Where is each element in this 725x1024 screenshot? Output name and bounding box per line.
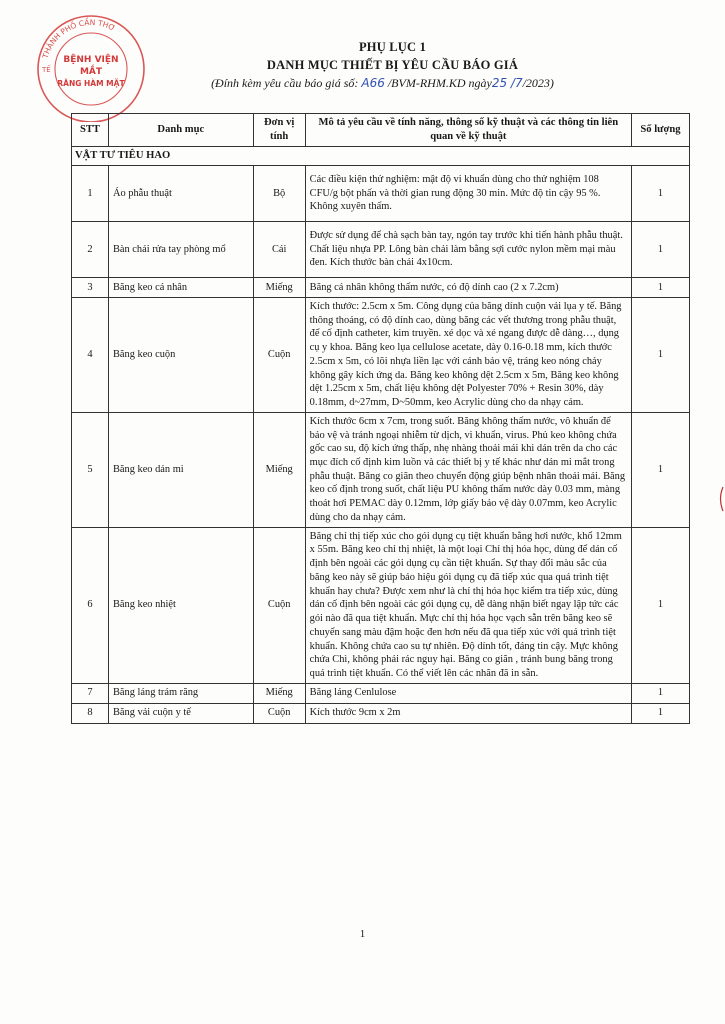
col-header-qty: Số lượng [632, 114, 690, 147]
col-header-name: Danh mục [108, 114, 253, 147]
row-unit: Cuộn [253, 297, 305, 412]
row-desc: Các điều kiện thử nghiệm: mật độ vi khuẩn dùng cho thử nghiệm 108 CFU/g bột phấn và thời gian rung động 30 min. Mức độ tin cậy 95 %. Không xuyên thấm. [305, 165, 631, 221]
stamp-line-2: MẮT [79, 67, 103, 77]
document-header [0, 40, 725, 91]
row-unit: Miếng [253, 683, 305, 703]
stamp-line-1: BỆNH VIỆN [63, 55, 119, 65]
row-stt: 7 [72, 683, 109, 703]
col-header-stt: STT [72, 114, 109, 147]
table-row [72, 527, 690, 683]
table-row [72, 165, 690, 221]
row-qty: 1 [632, 277, 690, 297]
row-name: Băng vải cuộn y tế [108, 703, 253, 723]
subtitle-prefix: (Đính kèm yêu cầu báo giá số: [211, 76, 359, 90]
row-name: Băng keo cuộn [108, 297, 253, 412]
page-number: 1 [359, 928, 366, 940]
row-stt: 2 [72, 221, 109, 277]
table-row [72, 221, 690, 277]
document-subtitle [40, 76, 725, 91]
row-unit: Miếng [253, 277, 305, 297]
row-stt: 5 [72, 412, 109, 527]
col-header-desc: Mô tả yêu cầu về tính năng, thông số kỹ thuật và các thông tin liên quan về kỹ thuật [305, 114, 631, 147]
subtitle-mid: /BVM-RHM.KD ngày [387, 76, 492, 90]
table-row [72, 297, 690, 412]
row-name: Áo phẫu thuật [108, 165, 253, 221]
table-header-row [72, 114, 690, 147]
row-unit: Cuộn [253, 527, 305, 683]
handwritten-date: 25 /7 [491, 76, 523, 90]
subtitle-suffix: /2023) [522, 76, 554, 90]
row-name: Băng láng trám răng [108, 683, 253, 703]
row-qty: 1 [632, 703, 690, 723]
stamp-line-3: RĂNG HÀM MẶT [57, 79, 125, 88]
row-unit: Cuộn [253, 703, 305, 723]
stamp-ring-text: THÀNH PHỐ CẦN THƠ [40, 17, 117, 60]
row-desc: Được sử dụng để chà sạch bàn tay, ngón tay trước khi tiến hành phẫu thuật. Chất liệu nhựa PP. Lông bàn chải làm bằng sợi cước nylon mềm mại màu đen. Kích thước bàn chải 4x10cm. [305, 221, 631, 277]
row-qty: 1 [632, 221, 690, 277]
row-desc: Kích thước: 2.5cm x 5m. Công dụng của băng dính cuộn vải lụa y tế. Băng thông thoáng, có độ dính cao, dùng băng các vết thương trong phẫu thuật, để cố định catheter, kim truyền. xé dọc và xé ngang được dễ dàng…, dụng cụ y khoa. Băng keo lụa cellulose acetate, dày 0.16-0.18 mm, kích thước 2.5cm x 5m, có lõi nhựa liền lạc với cánh bảo vệ, tráng keo nóng chảy không gây kích ứng da. Băng keo không dệt 2.5cm x 5m, Băng keo không dệt 1.25cm x 5m, chất liệu không dệt Polyester 70% + Resin 30%, dày 0.18mm, d~27mm, D~50mm, keo Acrylic dùng cho da nhạy cảm. [305, 297, 631, 412]
row-unit: Cái [253, 221, 305, 277]
row-unit: Miếng [253, 412, 305, 527]
row-stt: 8 [72, 703, 109, 723]
table-row [72, 683, 690, 703]
margin-mark [716, 486, 725, 512]
row-desc: Kích thước 6cm x 7cm, trong suốt. Băng không thấm nước, vô khuẩn để bảo vệ và tránh ngoại nhiễm từ dịch, vi khuẩn, virus. Phủ keo không chứa gốc cao su, độ kích ứng thấp, nhẹ nhàng thoải mái khi dán trên da cho các mục đích cố định kim luồn và các thiết bị y tế khác như dán mi mắt trong phẫu thuật. Băng co giãn theo chuyển động giúp bệnh nhân thoải mái. Băng keo cố định trong suốt, chất liệu PU không thấm nước dày 0.03 mm, màng thoát hơi PEMAC dày 0.12mm, lớp giấy bảo vệ dày 0.07mm, keo Acrylic dùng cho da nhạy cảm. [305, 412, 631, 527]
row-desc: Băng cá nhân không thấm nước, có độ dính cao (2 x 7.2cm) [305, 277, 631, 297]
document-title: DANH MỤC THIẾT BỊ YÊU CẦU BÁO GIÁ [266, 58, 519, 72]
row-qty: 1 [632, 527, 690, 683]
table-row [72, 412, 690, 527]
row-stt: 4 [72, 297, 109, 412]
row-name: Băng keo dán mi [108, 412, 253, 527]
appendix-title: PHỤ LỤC 1 [358, 40, 427, 54]
row-desc: Kích thước 9cm x 2m [305, 703, 631, 723]
col-header-unit: Đơn vị tính [253, 114, 305, 147]
row-qty: 1 [632, 165, 690, 221]
row-stt: 6 [72, 527, 109, 683]
row-name: Băng keo nhiệt [108, 527, 253, 683]
row-name: Bàn chải rửa tay phòng mổ [108, 221, 253, 277]
equipment-table [71, 113, 690, 724]
row-name: Băng keo cá nhân [108, 277, 253, 297]
row-desc: Băng láng Cenlulose [305, 683, 631, 703]
row-stt: 3 [72, 277, 109, 297]
row-qty: 1 [632, 297, 690, 412]
row-qty: 1 [632, 412, 690, 527]
section-row [72, 146, 690, 165]
row-stt: 1 [72, 165, 109, 221]
row-qty: 1 [632, 683, 690, 703]
row-desc: Băng chỉ thị tiếp xúc cho gói dụng cụ tiệt khuẩn bằng hơi nước, khổ 12mm x 55m. Băng keo chỉ thị nhiệt, là một loại Chỉ thị hóa học, dùng để dán cố định bên ngoài các gói dụng cụ cần tiệt khuẩn. Sự thay đổi màu sắc của băng keo này sẽ giúp báo hiệu gói dụng cụ đã tiếp xúc qua quá trình tiệt khuẩn hay chưa? Được xem như là chỉ thị hóa học kiểm tra tiếp xúc, dùng dán cố định bên ngoài các gói dụng cụ, dễ dàng nhận biết ngay lập tức các gói nào đã qua tiệt khuẩn. Mực chỉ thị hóa học vạch sẵn trên băng keo sẽ chuyển sang màu đậm hoặc đen hơn nếu đã qua tiếp xúc với quá trình tiệt khuẩn. Không chứa cao su tự nhiên. Độ dính tốt, đáng tin cậy. Mực không chứa Chì, không phải rác nguy hại. Băng co giãn , tránh bung băng trong quá trình tiệt khuẩn. Có thể viết lên các nhãn đã in sẵn. [305, 527, 631, 683]
table-row [72, 703, 690, 723]
row-unit: Bộ [253, 165, 305, 221]
stamp-side-text: TẾ [42, 66, 51, 74]
section-title: VẬT TƯ TIÊU HAO [72, 146, 690, 165]
handwritten-number: A66 [361, 76, 385, 90]
table-row [72, 277, 690, 297]
